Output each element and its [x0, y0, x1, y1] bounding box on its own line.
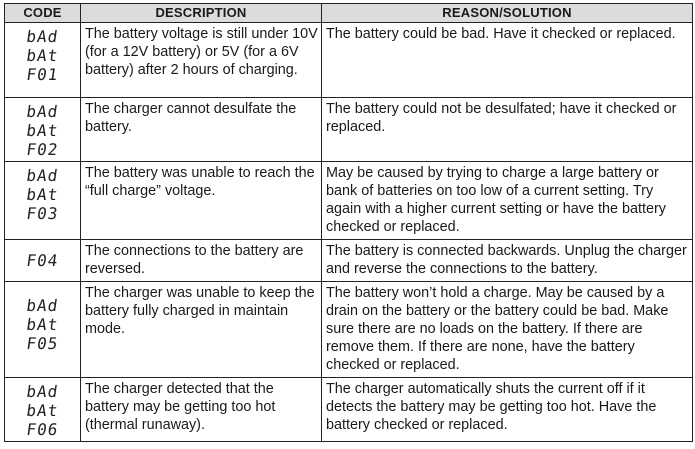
reason-cell: The battery could not be desulfated; have it checked or replaced.: [322, 98, 693, 162]
reason-cell: May be caused by trying to charge a large battery or bank of batteries on too low of a current setting. Try again with a higher current setting or have the battery checked or replaced.: [322, 162, 693, 240]
error-code-line: bAd: [25, 102, 60, 121]
error-code-cell: [5, 23, 81, 98]
table-row: [5, 98, 693, 162]
error-code-line: bAt: [25, 401, 60, 420]
reason-cell: The battery could be bad. Have it checked or replaced.: [322, 23, 693, 98]
error-code-line: bAt: [25, 121, 60, 140]
header-row: [5, 4, 693, 23]
error-code-line: F01: [25, 65, 60, 84]
error-code-line: bAd: [25, 27, 60, 46]
description-cell: The battery was unable to reach the “full charge” voltage.: [81, 162, 322, 240]
error-code-cell: [5, 240, 81, 282]
error-code-cell: [5, 378, 81, 442]
reason-cell: The battery won’t hold a charge. May be caused by a drain on the battery or the battery could be bad. Make sure there are no loads on the battery. If there are remove them. If there are none, have the battery checked or replaced.: [322, 282, 693, 378]
table-row: [5, 23, 693, 98]
table-row: [5, 162, 693, 240]
error-code-line: bAd: [25, 166, 60, 185]
description-cell: The battery voltage is still under 10V (for a 12V battery) or 5V (for a 6V battery) after 2 hours of charging.: [81, 23, 322, 98]
error-code-line: F04: [25, 251, 60, 270]
description-cell: The charger was unable to keep the battery fully charged in maintain mode.: [81, 282, 322, 378]
error-code-table: [4, 3, 693, 442]
description-cell: The connections to the battery are reversed.: [81, 240, 322, 282]
error-code-line: F06: [25, 420, 60, 439]
description-cell: The charger detected that the battery may be getting too hot (thermal runaway).: [81, 378, 322, 442]
error-code-line: F02: [25, 140, 60, 159]
header-code: CODE: [5, 4, 81, 23]
error-code-cell: [5, 282, 81, 378]
error-code-line: bAd: [25, 296, 60, 315]
error-code-cell: [5, 162, 81, 240]
error-code-line: bAd: [25, 382, 60, 401]
table-row: [5, 378, 693, 442]
reason-cell: The charger automatically shuts the current off if it detects the battery may be getting too hot. Have the battery checked or replaced.: [322, 378, 693, 442]
description-cell: The charger cannot desulfate the battery.: [81, 98, 322, 162]
error-code-line: bAt: [25, 315, 60, 334]
header-description: DESCRIPTION: [81, 4, 322, 23]
table-row: [5, 282, 693, 378]
error-code-cell: [5, 98, 81, 162]
reason-cell: The battery is connected backwards. Unplug the charger and reverse the connections to the battery.: [322, 240, 693, 282]
table-row: [5, 240, 693, 282]
error-code-line: F05: [25, 334, 60, 353]
error-code-line: F03: [25, 204, 60, 223]
header-reason: REASON/SOLUTION: [322, 4, 693, 23]
error-code-line: bAt: [25, 46, 60, 65]
error-code-line: bAt: [25, 185, 60, 204]
